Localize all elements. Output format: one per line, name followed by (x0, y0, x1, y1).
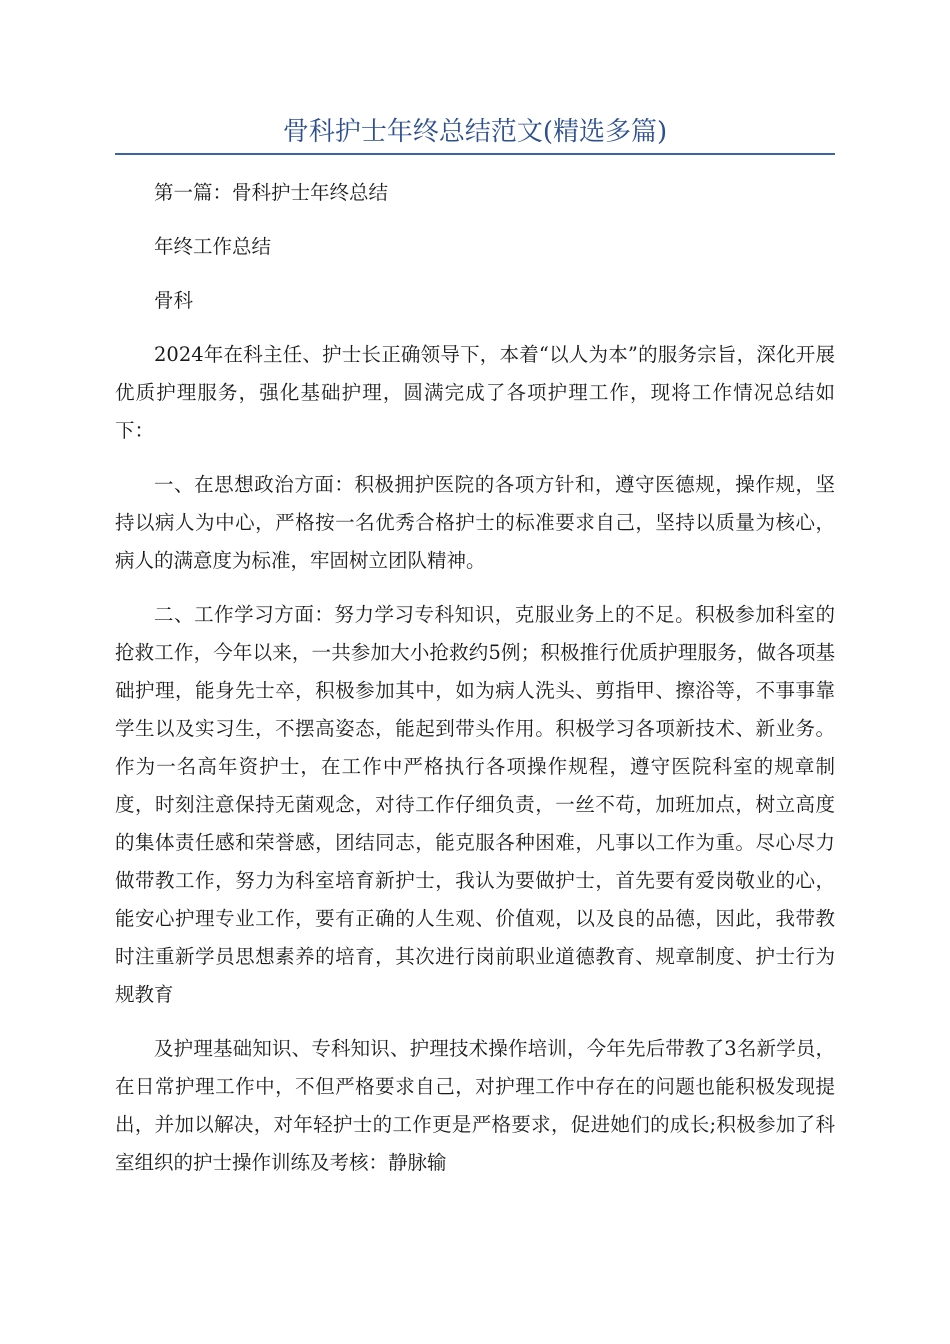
title-underline (115, 153, 835, 155)
intro-paragraph: 2024年在科主任、护士长正确领导下，本着“以人为本”的服务宗旨，深化开展优质护理服务，强化基础护理，圆满完成了各项护理工作，现将工作情况总结如下： (115, 343, 835, 442)
section-heading: 第一篇：骨科护士年终总结 (154, 181, 389, 204)
sub-heading: 年终工作总结 (154, 235, 272, 258)
paragraph-ideology: 一、在思想政治方面：积极拥护医院的各项方针和，遵守医德规，操作规，坚持以病人为中心，严格按一名优秀合格护士的标准要求自己，坚持以质量为核心，病人的满意度为标准，牢固树立团队精神。 (115, 473, 835, 572)
paragraph-work-study: 二、工作学习方面：努力学习专科知识，克服业务上的不足。积极参加科室的抢救工作，今年以来，一共参加大小抢救约5例；积极推行优质护理服务，做各项基础护理，能身先士卒，积极参加其中，如为病人洗头、剪指甲、擦浴等，不事事靠学生以及实习生，不摆高姿态，能起到带头作用。积极学习各项新技术、新业务。作为一名高年资护士，在工作中严格执行各项操作规程，遵守医院科室的规章制度，时刻注意保持无菌观念，对待工作仔细负责，一丝不苟，加班加点，树立高度的集体责任感和荣誉感，团结同志，能克服各种困难，凡事以工作为重。尽心尽力做带教工作，努力为科室培育新护士，我认为要做护士，首先要有爱岗敬业的心，能安心护理专业工作，要有正确的人生观、价值观，以及良的品德，因此，我带教时注重新学员思想素养的培育，其次进行岗前职业道德教育、规章制度、护士行为规教育 (115, 603, 835, 1006)
paragraph-training: 及护理基础知识、专科知识、护理技术操作培训，今年先后带教了3名新学员，在日常护理工作中，不但严格要求自己，对护理工作中存在的问题也能积极发现提出，并加以解决，对年轻护士的工作更是严格要求，促进她们的成长;积极参加了科室组织的护士操作训练及考核：静脉输 (115, 1037, 835, 1174)
department-label: 骨科 (154, 289, 194, 312)
document-body (115, 174, 835, 1198)
document-title: 骨科护士年终总结范文(精选多篇) (282, 117, 668, 147)
